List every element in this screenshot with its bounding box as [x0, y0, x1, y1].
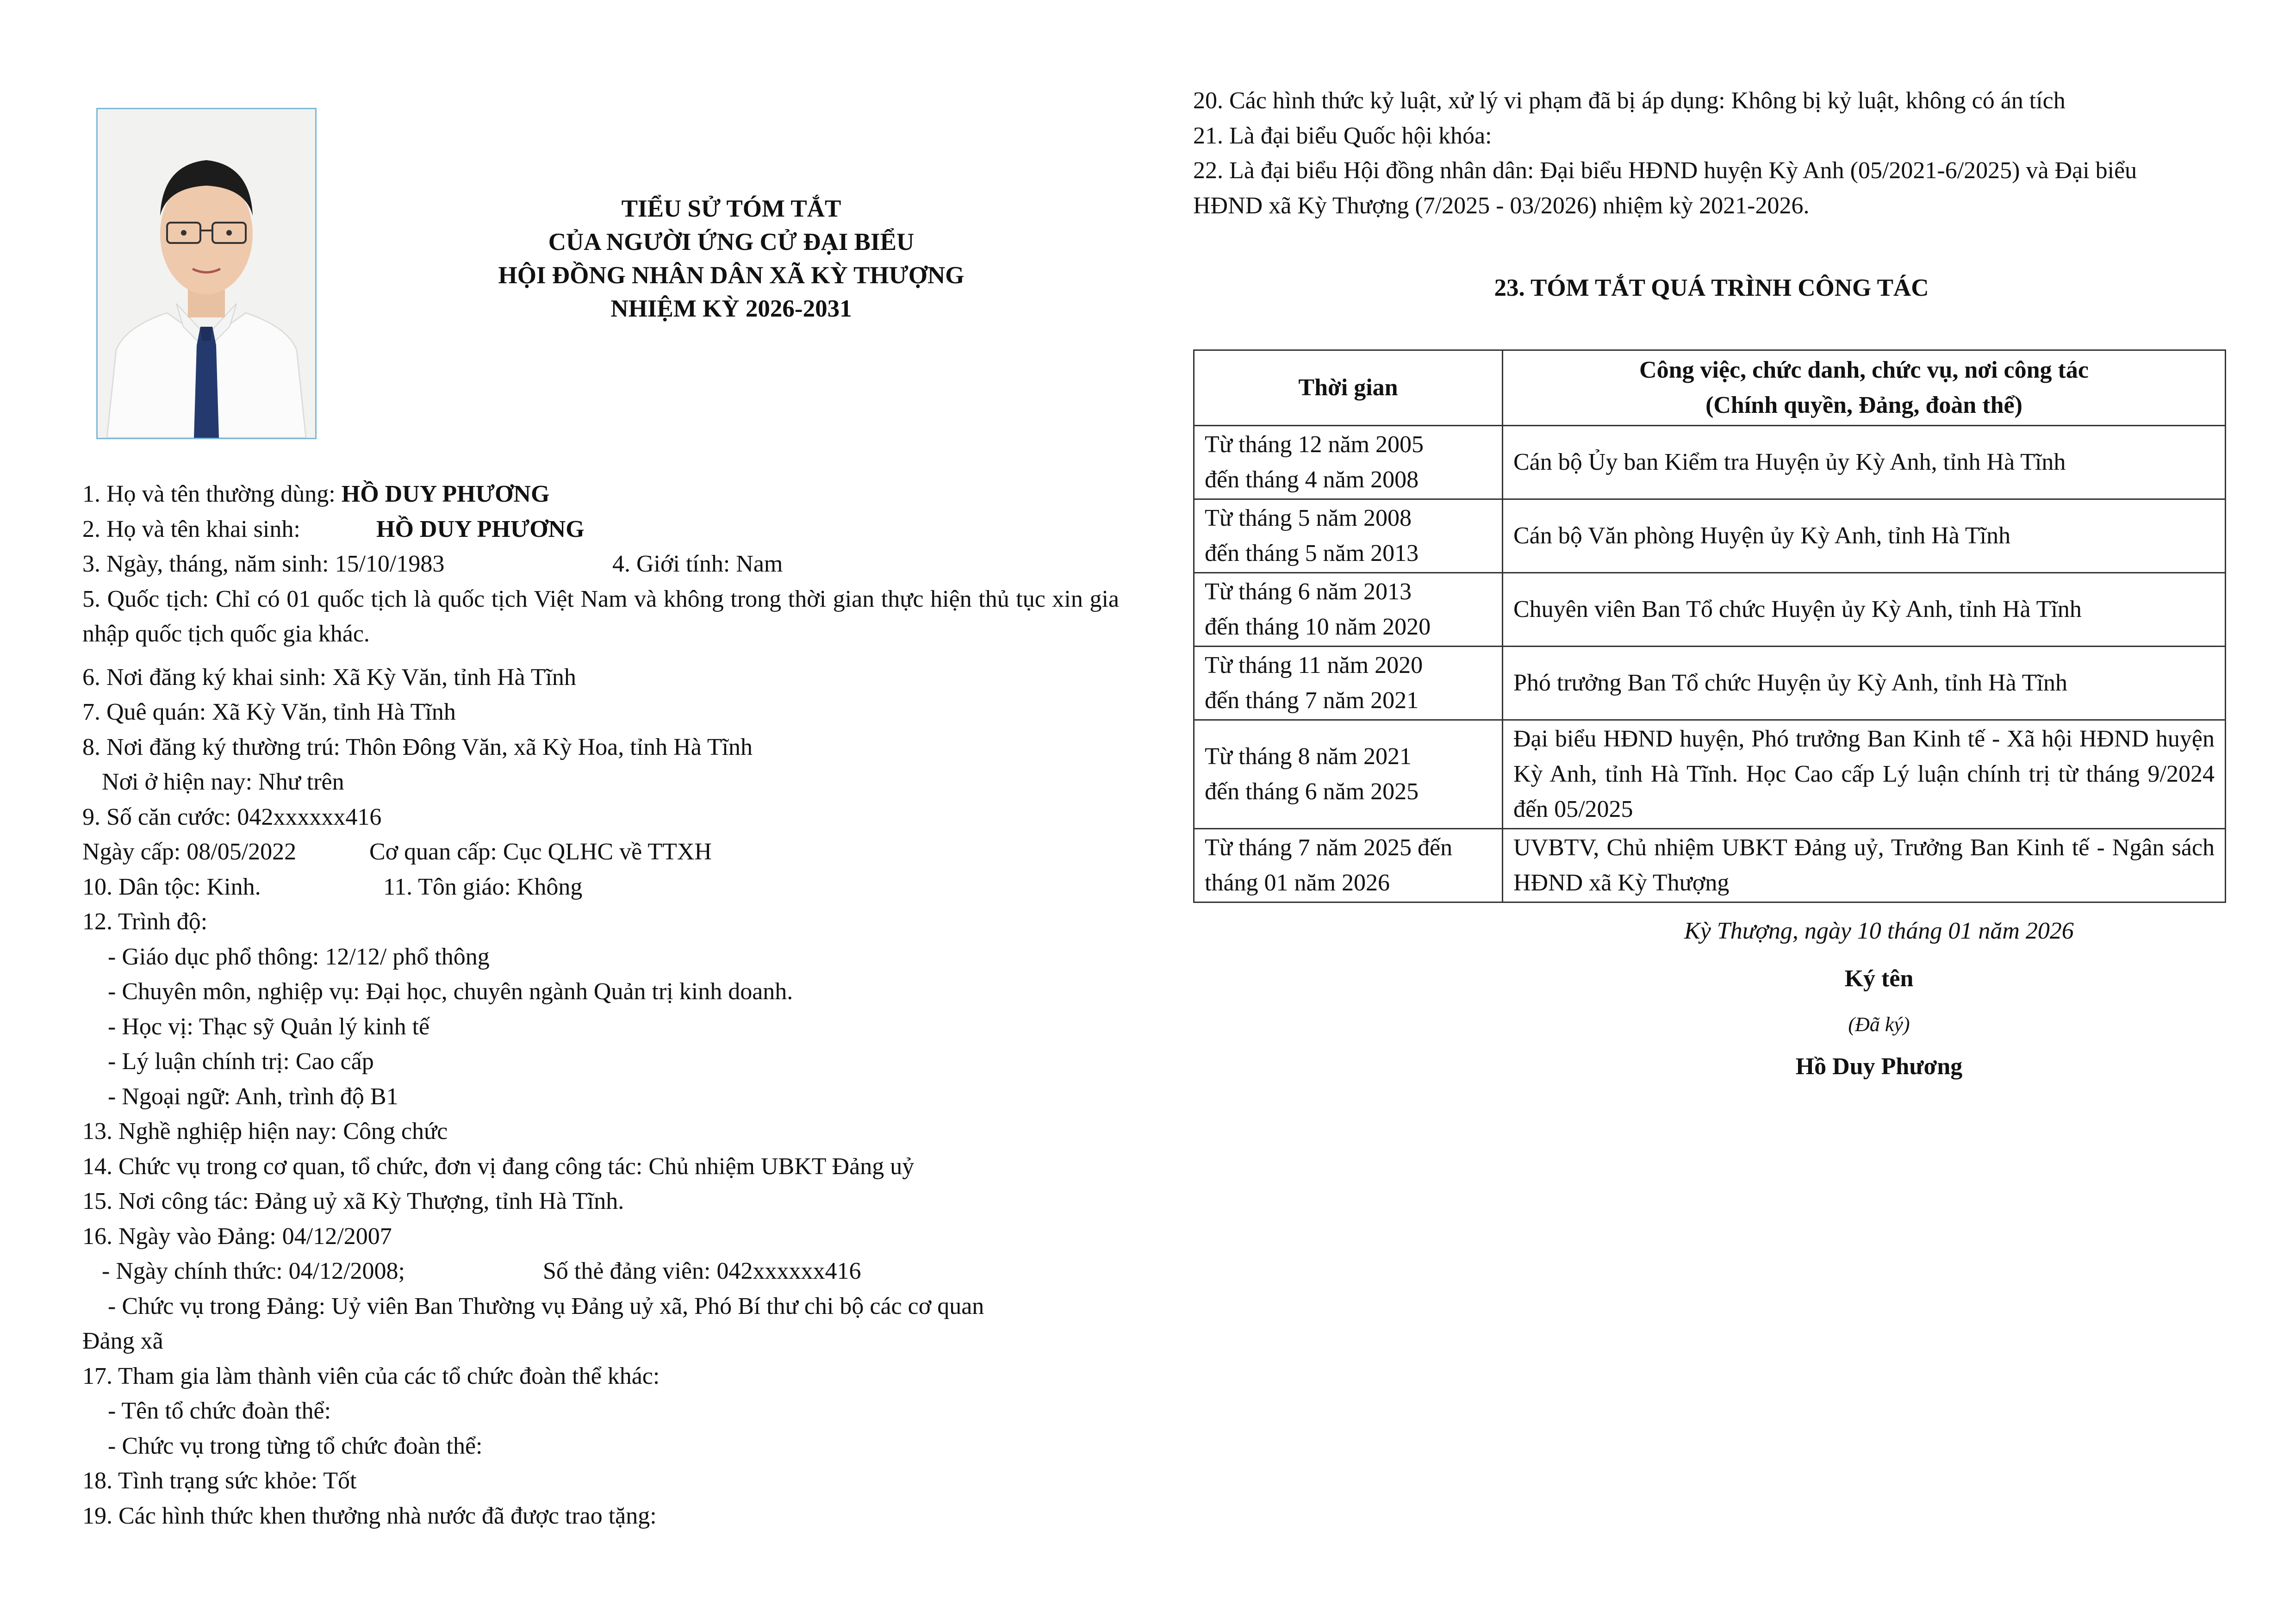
- row-time: [1194, 573, 1503, 647]
- row-time: [1194, 499, 1503, 573]
- education-political: - Lý luận chính trị: Cao cấp: [108, 1048, 374, 1075]
- title-line-3: HỘI ĐỒNG NHÂN DÂN XÃ KỲ THƯỢNG: [498, 262, 964, 289]
- info-line-2: [82, 512, 1147, 547]
- ethnicity: 10. Dân tộc: Kinh.: [82, 873, 261, 900]
- personal-info-section: [82, 477, 1147, 1533]
- organization-position: - Chức vụ trong từng tổ chức đoàn thể:: [108, 1432, 483, 1459]
- time-start: Từ tháng 6 năm 2013: [1205, 579, 1412, 605]
- table-row: [1194, 426, 2226, 499]
- signer-name: Hồ Duy Phương: [1795, 1053, 1963, 1080]
- portrait-photo: [96, 108, 317, 439]
- title-line-4: NHIỆM KỲ 2026-2031: [610, 295, 852, 322]
- full-name-value: HỒ DUY PHƯƠNG: [341, 481, 550, 507]
- row-description: Chuyên viên Ban Tổ chức Huyện ủy Kỳ Anh, tỉnh Hà Tĩnh: [1503, 573, 2226, 647]
- info-line-14: 14. Chức vụ trong cơ quan, tổ chức, đơn vị đang công tác: Chủ nhiệm UBKT Đảng uỷ: [82, 1153, 915, 1180]
- row-time: [1194, 829, 1503, 902]
- time-start: Từ tháng 8 năm 2021: [1205, 743, 1412, 770]
- party-position-cont: Đảng xã: [82, 1328, 163, 1354]
- table-row: [1194, 720, 2226, 829]
- organization-name: - Tên tổ chức đoàn thể:: [108, 1398, 331, 1424]
- time-end: đến tháng 7 năm 2021: [1205, 687, 1419, 714]
- info-line-13: 13. Nghề nghiệp hiện nay: Công chức: [82, 1118, 448, 1145]
- info-line-20: 20. Các hình thức kỷ luật, xử lý vi phạm đã bị áp dụng: Không bị kỷ luật, không có án tích: [1193, 87, 2066, 114]
- row-time: [1194, 720, 1503, 829]
- time-start: Từ tháng 11 năm 2020: [1205, 652, 1423, 678]
- info-line-15: 15. Nơi công tác: Đảng uỷ xã Kỳ Thượng, tỉnh Hà Tĩnh.: [82, 1188, 624, 1214]
- time-end: đến tháng 5 năm 2013: [1205, 540, 1419, 566]
- info-line-5: 5. Quốc tịch: Chỉ có 01 quốc tịch là quốc tịch Việt Nam và không trong thời gian thực hiện thủ tục xin gia nhập quốc tịch quốc gia khác.: [82, 585, 1119, 647]
- header-work: [1503, 350, 2226, 426]
- party-position: - Chức vụ trong Đảng: Uỷ viên Ban Thường vụ Đảng uỷ xã, Phó Bí thư chi bộ các cơ quan: [108, 1293, 984, 1319]
- place-date: Kỳ Thượng, ngày 10 tháng 01 năm 2026: [1684, 918, 2074, 944]
- info-line-9: 9. Số căn cước: 042xxxxxx416: [82, 803, 382, 830]
- header-work-line-2: (Chính quyền, Đảng, đoàn thể): [1705, 392, 2022, 418]
- education-general: - Giáo dục phổ thông: 12/12/ phổ thông: [108, 943, 490, 970]
- work-history-table: [1193, 349, 2226, 903]
- table-header-row: [1194, 350, 2226, 426]
- time-start: Từ tháng 12 năm 2005: [1205, 431, 1424, 458]
- education-degree: - Học vị: Thạc sỹ Quản lý kinh tế: [108, 1013, 430, 1040]
- party-card-number: Số thẻ đảng viên: 042xxxxxx416: [543, 1258, 861, 1284]
- row-description: Đại biểu HĐND huyện, Phó trưởng Ban Kinh tế - Xã hội HĐND huyện Kỳ Anh, tỉnh Hà Tĩnh. Học Cao cấp Lý luận chính trị từ tháng 9/2024 đến 05/2025: [1503, 720, 2226, 829]
- info-line-7: 7. Quê quán: Xã Kỳ Văn, tỉnh Hà Tĩnh: [82, 699, 456, 725]
- info-line-18: 18. Tình trạng sức khỏe: Tốt: [82, 1468, 357, 1494]
- gender: 4. Giới tính: Nam: [612, 551, 783, 577]
- row-description: Cán bộ Ủy ban Kiểm tra Huyện ủy Kỳ Anh, tỉnh Hà Tĩnh: [1503, 426, 2226, 499]
- info-line-16: 16. Ngày vào Đảng: 04/12/2007: [82, 1223, 392, 1250]
- info-line-8: 8. Nơi đăng ký thường trú: Thôn Đông Văn, xã Kỳ Hoa, tỉnh Hà Tĩnh: [82, 734, 753, 760]
- table-row: [1194, 499, 2226, 573]
- birth-date: 3. Ngày, tháng, năm sinh: 15/10/1983: [82, 551, 445, 577]
- time-end: tháng 01 năm 2026: [1205, 870, 1390, 896]
- signed-note: (Đã ký): [1848, 1013, 1910, 1036]
- id-issue-line: [82, 834, 1147, 870]
- info-line-17: 17. Tham gia làm thành viên của các tổ chức đoàn thể khác:: [82, 1363, 660, 1389]
- current-residence: Nơi ở hiện nay: Như trên: [102, 769, 344, 795]
- document-title: [407, 192, 1055, 325]
- table-row: [1194, 573, 2226, 647]
- row-description: Phó trưởng Ban Tổ chức Huyện ủy Kỳ Anh, tỉnh Hà Tĩnh: [1503, 647, 2226, 720]
- row-description: UVBTV, Chủ nhiệm UBKT Đảng uỷ, Trưởng Ban Kinh tế - Ngân sách HĐND xã Kỳ Thượng: [1503, 829, 2226, 902]
- time-end: đến tháng 4 năm 2008: [1205, 467, 1419, 493]
- table-row: [1194, 647, 2226, 720]
- info-line-22: 22. Là đại biểu Hội đồng nhân dân: Đại biểu HĐND huyện Kỳ Anh (05/2021-6/2025) và Đại biểu: [1193, 157, 2137, 184]
- info-line-10: [82, 870, 1147, 905]
- id-issuer: Cơ quan cấp: Cục QLHC về TTXH: [369, 839, 712, 865]
- education-language: - Ngoại ngữ: Anh, trình độ B1: [108, 1083, 398, 1110]
- education-major: - Chuyên môn, nghiệp vụ: Đại học, chuyên ngành Quản trị kinh doanh.: [108, 978, 793, 1005]
- birth-name-label: 2. Họ và tên khai sinh:: [82, 516, 300, 542]
- title-line-2: CỦA NGƯỜI ỨNG CỬ ĐẠI BIỂU: [548, 229, 915, 255]
- header-work-line-1: Công việc, chức danh, chức vụ, nơi công tác: [1639, 357, 2089, 383]
- right-info-section: [1193, 83, 2230, 223]
- portrait-illustration: [98, 109, 315, 438]
- table-row: [1194, 829, 2226, 902]
- id-issue-date: Ngày cấp: 08/05/2022: [82, 839, 297, 865]
- work-history-heading: 23. TÓM TẮT QUÁ TRÌNH CÔNG TÁC: [1494, 274, 1929, 301]
- info-line-1: [82, 477, 1147, 512]
- full-name-label: 1. Họ và tên thường dùng:: [82, 481, 342, 507]
- time-start: Từ tháng 7 năm 2025 đến: [1205, 834, 1453, 861]
- time-end: đến tháng 6 năm 2025: [1205, 778, 1419, 805]
- party-official-line: [82, 1254, 1147, 1289]
- info-line-3: [82, 547, 1147, 582]
- header-time: Thời gian: [1194, 350, 1503, 426]
- time-end: đến tháng 10 năm 2020: [1205, 614, 1431, 640]
- title-line-1: TIỂU SỬ TÓM TẮT: [621, 195, 841, 222]
- row-time: [1194, 647, 1503, 720]
- info-line-6: 6. Nơi đăng ký khai sinh: Xã Kỳ Văn, tỉnh Hà Tĩnh: [82, 664, 576, 691]
- signature-label: Ký tên: [1844, 965, 1914, 992]
- row-time: [1194, 426, 1503, 499]
- time-start: Từ tháng 5 năm 2008: [1205, 505, 1412, 531]
- party-official-date: - Ngày chính thức: 04/12/2008;: [102, 1258, 405, 1284]
- religion: 11. Tôn giáo: Không: [383, 873, 583, 900]
- info-line-22-cont: HĐND xã Kỳ Thượng (7/2025 - 03/2026) nhiệm kỳ 2021-2026.: [1193, 192, 1810, 219]
- info-line-19: 19. Các hình thức khen thưởng nhà nước đã được trao tặng:: [82, 1502, 657, 1529]
- info-line-12: 12. Trình độ:: [82, 908, 208, 935]
- row-description: Cán bộ Văn phòng Huyện ủy Kỳ Anh, tỉnh Hà Tĩnh: [1503, 499, 2226, 573]
- info-line-21: 21. Là đại biểu Quốc hội khóa:: [1193, 122, 1492, 149]
- birth-name-value: HỒ DUY PHƯƠNG: [376, 516, 585, 542]
